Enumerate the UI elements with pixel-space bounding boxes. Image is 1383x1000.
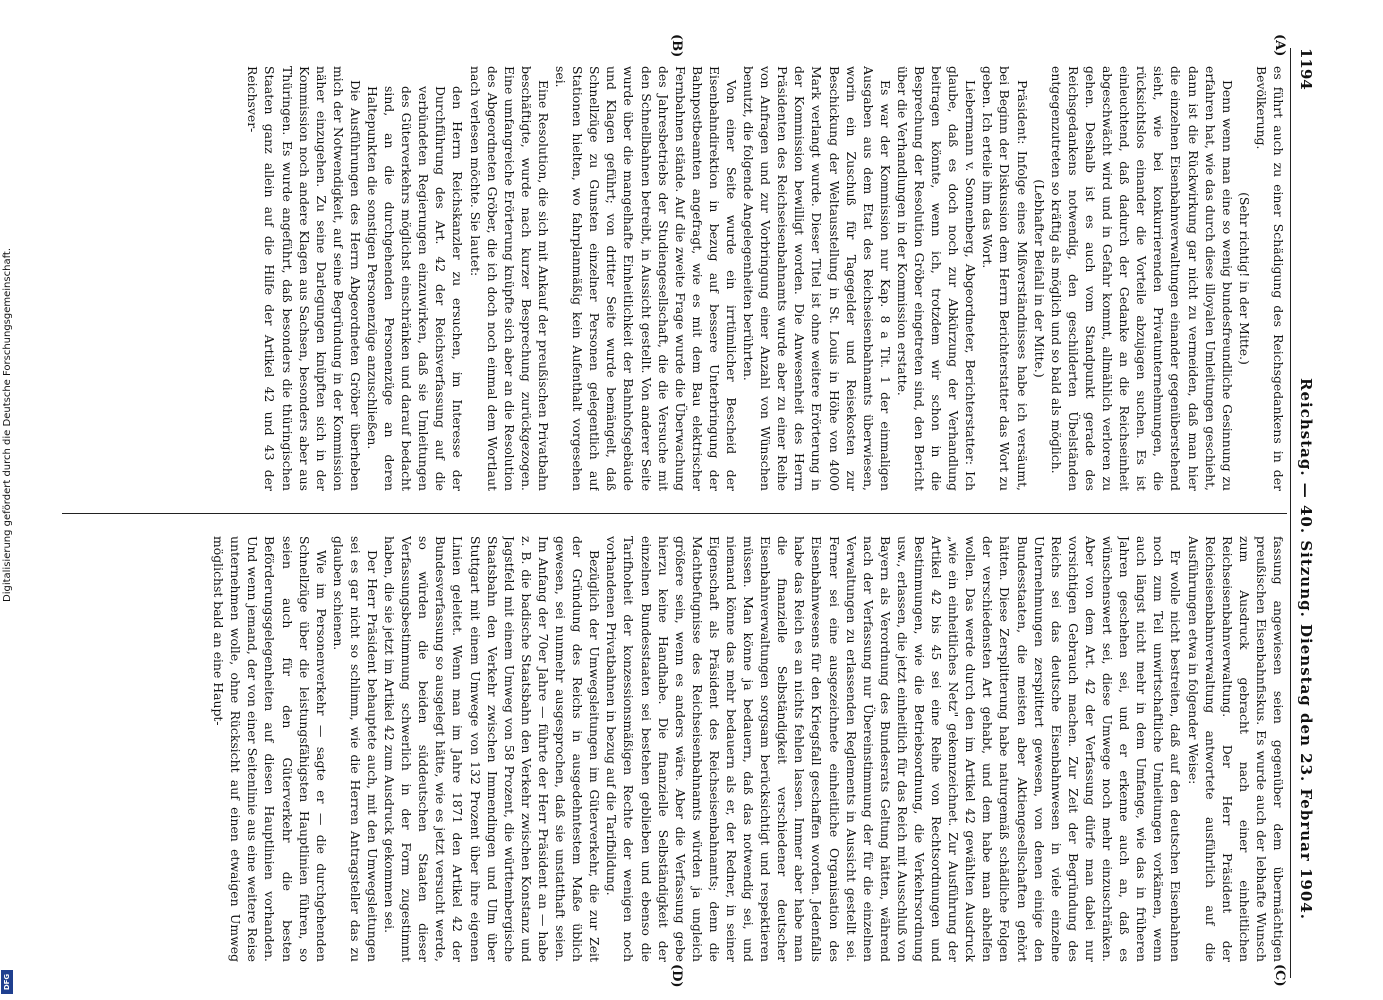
- margin-marker-b: (B): [669, 34, 684, 58]
- paragraph: Bezüglich der Umwegsleitungen im Güterverkehr, die zur Zeit der Gründung des Reichs in ausgedehntestem Maße üblich gewesen, sei nunmehr ausgesprochen, daß sie unstatthaft seien. Im Anfang der 70er Jahre — führte der Herr Präsident an — habe z. B. die badische Staatsbahn den Verkehr zwischen Konstanz und Jagstfeld mit einem Umweg von 58 Prozent, die württembergische Staatsbahn den Verkehr zwischen Immendingen und Ulm über Stuttgart mit einem Umwege von 132 Prozent über ihre eigenen Linien geleitet. Wenn man im Jahre 1871 den Artikel 42 der Bundesverfassung so ausgelegt hätte, wie es jetzt versucht werde, so würden die beiden süddeutschen Staaten dieser Verfassungsbestimmung schwerlich in der Form zugestimmt haben, die sie jetzt im Artikel 42 zum Ausdruck gekommen sei.: [382, 536, 603, 962]
- page-header: [1289, 48, 1317, 978]
- paragraph: Er wolle nicht bestreiten, daß auf den deutschen Eisenbahnen noch zum Teil unwirtschaftliche Umleitungen vorkämen, wenn auch längst nicht mehr in dem Umfange, wie das in früheren Jahren geschehen sei, und er erkenne auch an, daß es wünschenswert sei, diese Umwege noch mehr einzuschränken. Aber von dem Art. 42 der Verfassung dürfe man dabei nur vorsichtigen Gebrauch machen. Zur Zeit der Begründung des Reichs sei das deutsche Eisenbahnwesen in viele einzelne Unternehmungen zersplittert gewesen, von denen einige den Bundesstaaten, die meisten aber Aktiengesellschaften gehört hätten. Diese Zersplitterung habe naturgemäß schädliche Folgen der verschiedensten Art gehabt, und dem habe man abhelfen wollen. Das werde durch den im Artikel 42 gewählten Ausdruck „wie ein einheitliches Netz" gekennzeichnet. Zur Ausführung der Artikel 42 bis 45 sei eine Reihe von Rechtsordnungen und Bestimmungen, wie die Betriebsordnung, die Verkehrsordnung usw., erlassen, die jetzt einheitlich für das Reich mit Ausschluß von Bayern als Verordnung des Bundesrats Geltung hätten, während nach der Verfassung nur Übereinstimmung der für die einzelnen Verwaltungen zu erlassenden Reglements in Aussicht gestellt sei. Ferner sei eine ausgezeichnete einheitliche Organisation des Eisenbahnwesens für den Kriegsfall geschaffen worden. Jedenfalls habe das Reich es an nichts fehlen lassen. Immer aber habe man die finanzielle Selbständigkeit verschiedener deutscher Eisenbahnverwaltungen sorgsam berücksichtigt und respektieren müssen. Man könne ja bedauern, daß das notwendig sei, und niemand könne das mehr bedauern als er, der Redner, in seiner Eigenschaft als Präsident des Reichseisenbahnamts; denn die Machtbefugnisse des Reichseisenbahnamts würden ja ungleich größere sein, wenn es anders wäre. Aber die Verfassung gebe hierzu keine Handhabe. Die finanzielle Selbständigkeit der einzelnen Bundesstaaten sei bestehen geblieben und ebenso die Tarifhoheit der konzessionsmäßigen Rechte der wenigen noch vorhandenen Privatbahnen in bezug auf die Tarifbildung.: [604, 536, 1184, 962]
- margin-marker-a: (A): [1272, 34, 1287, 57]
- paragraph: es führt auch zu einer Schädigung des Reichsgedankens in der Bevölkerung.: [1253, 66, 1286, 491]
- page-number: 1194: [1297, 48, 1315, 90]
- paragraph: fassung angewiesen seien gegenüber dem übermächtigen preußischen Eisenbahnfiskus. Es wurde auch der lebhafte Wunsch zum Ausdruck gebracht nach einer einheitlichen Reichseisenbahnverwaltung. Der Herr Präsident der Reichseisenbahnverwaltung antwortete ausführlich auf die Ausführungen etwa in folgender Weise:: [1185, 536, 1286, 962]
- rotated-page: [47, 34, 1317, 988]
- interjection: (Lebhafter Beifall in der Mitte.): [1031, 179, 1047, 378]
- speaker-paragraph: Liebermann v. Sonnenberg, Abgeordneter, Berichterstatter: Ich glaube, daß es doch noch zur Abkürzung der Verhandlung beitragen könnte, wenn ich, trotzdem wir schon in die Besprechung der Resolution Gröber eingetreten sind, den Bericht über die Verhandlungen in der Kommission erstatte.: [894, 66, 979, 491]
- paragraph: Denn wenn man eine so wenig bundesfreundliche Gesinnung zu erfahren hat, wie das durch diese illoyalen Umleitungen geschieht, dann ist die Rückwirkung gar nicht zu vermeiden, daß man hier die einzelnen Eisenbahnverwaltungen einander gegenüberstehend sieht, wie bei konkurrierenden Privatunternehmungen, die rücksichtslos einander die Vorteile abzujagen suchen. Es ist einleuchtend, daß dadurch der Gedanke an die Reichseinheit abgeschwächt wird und in Gefahr kommt, allmählich verloren zu gehen. Deshalb ist es auch vom Standpunkt gerade des Reichsgedankens notwendig, den geschilderten Übelständen entgegenzutreten so kräftig als möglich und so bald als möglich.: [1048, 66, 1235, 491]
- paragraph: Eine Resolution, die sich mit Ankauf der preußischen Privatbahn beschäftigte, wurde nach kurzer Besprechung zurückgezogen. Eine umfangreiche Erörterung knüpfte sich aber an die Resolution des Abgeordneten Gröber, die ich doch noch einmal dem Wortlaut nach verlesen möchte. Sie lautet:: [467, 66, 551, 491]
- dfg-logo-text: DFG: [3, 973, 11, 991]
- paragraph: Es war der Kommission nur Kap. 8 a Tit. 1 der einmaligen Ausgaben aus dem Etat des Reichseisenbahnamts überwiesen, worin ein Zuschuß für Tagegelder und Reisekosten zur Beschickung der Weltausstellung in St. Louis in Höhe von 4000 Mark verlangt wurde. Dieser Titel ist ohne weitere Erörterung in der Kommission bewilligt worden. Die Anwesenheit des Herrn Präsidenten des Reichseisenbahnamts wurde aber zu einer Reihe von Anfragen und zur Vorbringung einer Anzahl von Wünschen benutzt, die folgende Angelegenheiten berührten.: [741, 66, 893, 491]
- speaker-paragraph: Präsident: Infolge eines Mißverständnisses habe ich versäumt, bei Beginn der Diskussion dem Herrn Berichterstatter das Wort zu geben. Ich erteile ihm das Wort.: [980, 66, 1030, 491]
- header-rule: [1290, 48, 1291, 978]
- resolution-quote: den Herrn Reichskanzler zu ersuchen, im Interesse der Durchführung des Art. 42 der Reichsverfassung auf die verbündeten Regierungen einzuwirken, daß sie Umleitungen des Güterverkehrs möglichst einschränken und darauf bedacht sind, an die durchgehenden Personenzüge an deren Haltepunkten die sonstigen Personenzüge anzuschließen.: [365, 86, 466, 491]
- paragraph: Der Herr Präsident behauptete auch, mit den Umwegsleitungen sei es gar nicht so schlimm, wie die Herren Antragsteller das zu glauben schienen.: [330, 536, 381, 962]
- paragraph: Von einer Seite wurde ein irrtümlicher Bescheid der Eisenbahndirektion in bezug auf bessere Unterbringung der Bahnpostbeamten angefragt, wie es mit dem Bau elektrischer Fernbahnen stände. Auf die zweite Frage wurde die Überwachung des Jahresbetriebs der Studiengesellschaft, die die Versuche mit den Schnellbahnen betreibt, in Aussicht gestellt. Von anderer Seite wurde über die mangelhafte Einheitlichkeit der Bahnhofsgebäude und Klagen geführt; von dritter Seite wurde bemängelt, daß Schnellzüge zu Gunsten einzelner Personen gelegentlich auf Stationen hielten, wo fahrplanmäßig kein Aufenthalt vorgesehen sei.: [553, 66, 739, 491]
- paragraph: Wie im Personenverkehr — sagte er — die durchgehenden Schnellzüge über die leistungsfähigsten Hauptlinien führen, so seien auch für den Güterverkehr die besten Beförderungsgelegenheiten auf diesen Hauptlinien vorhanden. Und wenn jemand, der von einer Seitenlinie aus eine weitere Reise unternehmen wolle, ohne Rücksicht auf einen etwaigen Umweg möglichst bald an eine Haupt-: [211, 536, 329, 962]
- margin-marker-d: (D): [669, 964, 684, 988]
- running-title: Reichstag. — 40. Sitzung. Dienstag den 23. Februar 1904.: [1297, 378, 1315, 920]
- interjection: (Sehr richtig! in der Mitte.): [1236, 192, 1252, 365]
- dfg-logo: [1, 970, 13, 994]
- margin-marker-c: (C): [1272, 964, 1287, 987]
- right-column: [57, 536, 1287, 962]
- column-divider: [62, 513, 1287, 514]
- paragraph: Die Ausführungen des Herrn Abgeordneten Gröber überheben mich der Notwendigkeit, auf seine Begründung in der Kommission näher einzugehen. Zu seine Darlegungen knüpften sich in der Kommission noch andere Klagen aus Sachsen, besonders aber aus Thüringen. Es wurde angeführt, daß besonders die thüringischen Staaten ganz allein auf die Hilfe der Artikel 42 und 43 der Reichsver-: [245, 66, 363, 491]
- left-column: [57, 66, 1287, 491]
- digitization-credit: Digitalisierung gefördert durch die Deutsche Forschungsgemeinschaft.: [2, 247, 13, 602]
